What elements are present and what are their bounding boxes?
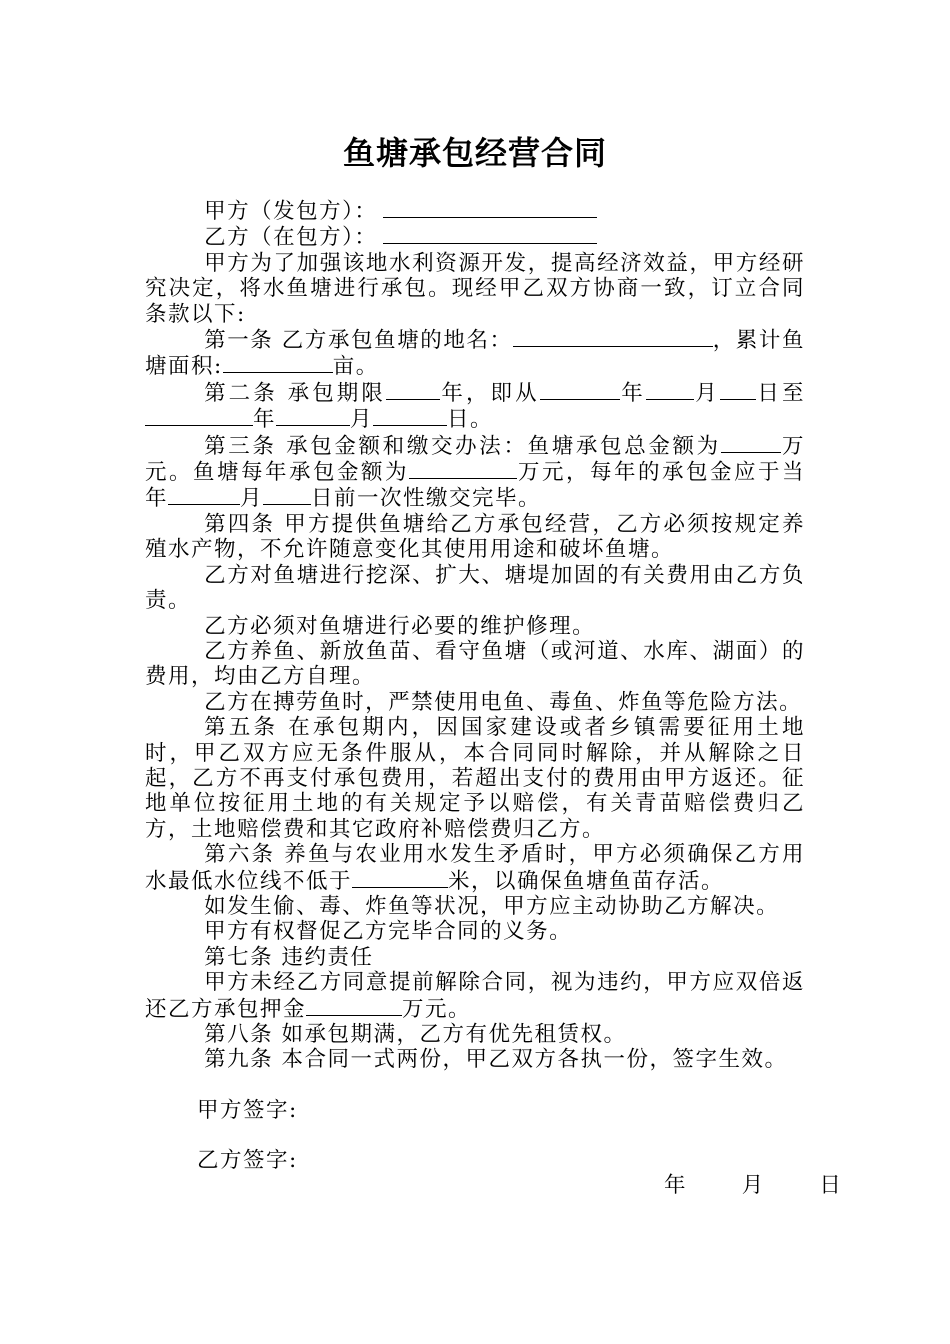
- article-3-text-5: 日前一次性缴交完毕。: [311, 486, 542, 512]
- annual-amount-blank[interactable]: [409, 459, 517, 479]
- party-b-label: 乙方（在包方）：: [204, 225, 378, 251]
- party-a-signature: 甲方签字:: [197, 1097, 298, 1123]
- deposit-blank[interactable]: [306, 996, 402, 1016]
- article-6: [145, 842, 805, 894]
- article-7-text: 甲方未经乙方同意提前解除合同，视为违约，甲方应双倍返还乙方承包押金: [145, 970, 805, 1022]
- article-7-text-2: 万元。: [402, 996, 472, 1022]
- article-6-text-2: 米，以确保鱼塘鱼苗存活。: [448, 868, 725, 894]
- intro-paragraph: 甲方为了加强该地水利资源开发，提高经济效益，甲方经研究决定，将水鱼塘进行承包。现经甲乙双方协商一致，订立合同条款以下:: [145, 250, 805, 327]
- article-3-text-4: 月: [240, 486, 264, 512]
- article-2-text-3: 年: [619, 380, 646, 406]
- article-1: [145, 327, 805, 380]
- article-2-text-7: 月: [350, 407, 374, 433]
- article-2-text-4: 月: [693, 380, 720, 406]
- date-year: 年: [664, 1173, 688, 1198]
- start-day-blank[interactable]: [720, 380, 756, 400]
- article-2-text-8: 日。: [447, 407, 494, 433]
- article-2-text-5: 日至: [755, 380, 805, 406]
- party-a-line: [145, 198, 805, 224]
- pay-day-blank[interactable]: [263, 485, 311, 505]
- water-level-blank[interactable]: [352, 868, 448, 888]
- party-b-signature: 乙方签字:: [197, 1148, 298, 1174]
- end-month-blank[interactable]: [276, 406, 350, 426]
- article-3: [145, 433, 805, 512]
- party-b-blank[interactable]: [383, 224, 597, 244]
- start-year-blank[interactable]: [540, 380, 620, 400]
- article-2-text-2: 年，即从: [439, 380, 540, 406]
- document-title: 鱼塘承包经营合同: [342, 134, 607, 172]
- article-6-clause-c: 如发生偷、毒、炸鱼等状况，甲方应主动协助乙方解决。: [204, 893, 780, 919]
- article-8: 第八条 如承包期满，乙方有优先租赁权。: [204, 1022, 627, 1047]
- signature-date: [664, 1168, 842, 1199]
- article-1-text: 第一条 乙方承包鱼塘的地名：: [204, 328, 513, 354]
- pay-month-blank[interactable]: [168, 485, 240, 505]
- article-6-clause-d: 甲方有权督促乙方完毕合同的义务。: [204, 919, 573, 945]
- article-3-text-2: 万元。鱼塘每年承包金额为: [145, 433, 805, 486]
- total-amount-blank[interactable]: [721, 433, 781, 453]
- article-4: 第四条 甲方提供鱼塘给乙方承包经营，乙方必须按规定养殖水产物，不允许随意变化其使用用途和破坏鱼塘。: [145, 511, 805, 563]
- location-blank[interactable]: [513, 327, 713, 347]
- article-3-text: 第三条 承包金额和缴交办法：鱼塘承包总金额为: [204, 433, 721, 459]
- party-a-blank[interactable]: [383, 198, 597, 218]
- article-6-text: 第六条 养鱼与农业用水发生矛盾时，甲方必须确保乙方用水最低水位线不低于: [145, 842, 805, 894]
- term-years-blank[interactable]: [386, 380, 440, 400]
- article-3-text-3: 万元，每年的承包金应于当年: [145, 460, 805, 512]
- area-blank[interactable]: [223, 353, 333, 373]
- article-1-text-3: 亩。: [332, 354, 379, 380]
- date-day: 日: [819, 1173, 843, 1198]
- start-month-blank[interactable]: [646, 380, 694, 400]
- end-year-blank[interactable]: [145, 406, 253, 426]
- article-2: [145, 380, 805, 433]
- article-7-title: 第七条 违约责任: [204, 944, 374, 970]
- article-5: 第五条 在承包期内，因国家建设或者乡镇需要征用土地时，甲乙双方应无条件服从，本合同同时解除，并从解除之日起，乙方不再支付承包费用，若超出支付的费用由甲方返还。征地单位按征用土地的有关规定予以赔偿，有关青苗赔偿费归乙方，土地赔偿费和其它政府补赔偿费归乙方。: [145, 715, 805, 842]
- end-day-blank[interactable]: [373, 406, 447, 426]
- article-1-text-2: ，累计鱼塘面积:: [145, 328, 805, 380]
- party-b-line: [145, 224, 805, 250]
- date-month: 月: [741, 1173, 765, 1198]
- contract-body: [145, 198, 805, 1174]
- article-2-text-6: 年: [253, 407, 277, 433]
- article-7: [145, 970, 805, 1022]
- party-a-label: 甲方（发包方）：: [204, 199, 378, 224]
- article-9: 第九条 本合同一式两份，甲乙双方各执一份，签字生效。: [204, 1047, 788, 1073]
- article-4-clause-e: 乙方在搏劳鱼时，严禁使用电鱼、毒鱼、炸鱼等危险方法。: [204, 689, 803, 715]
- article-4-clause-d: 乙方养鱼、新放鱼苗、看守鱼塘（或河道、水库、湖面）的费用，均由乙方自理。: [145, 638, 805, 690]
- article-2-text: 第二条 承包期限: [204, 380, 386, 406]
- article-4-clause-b: 乙方对鱼塘进行挖深、扩大、塘堤加固的有关费用由乙方负责。: [145, 562, 805, 614]
- article-4-clause-c: 乙方必须对鱼塘进行必要的维护修理。: [204, 613, 596, 639]
